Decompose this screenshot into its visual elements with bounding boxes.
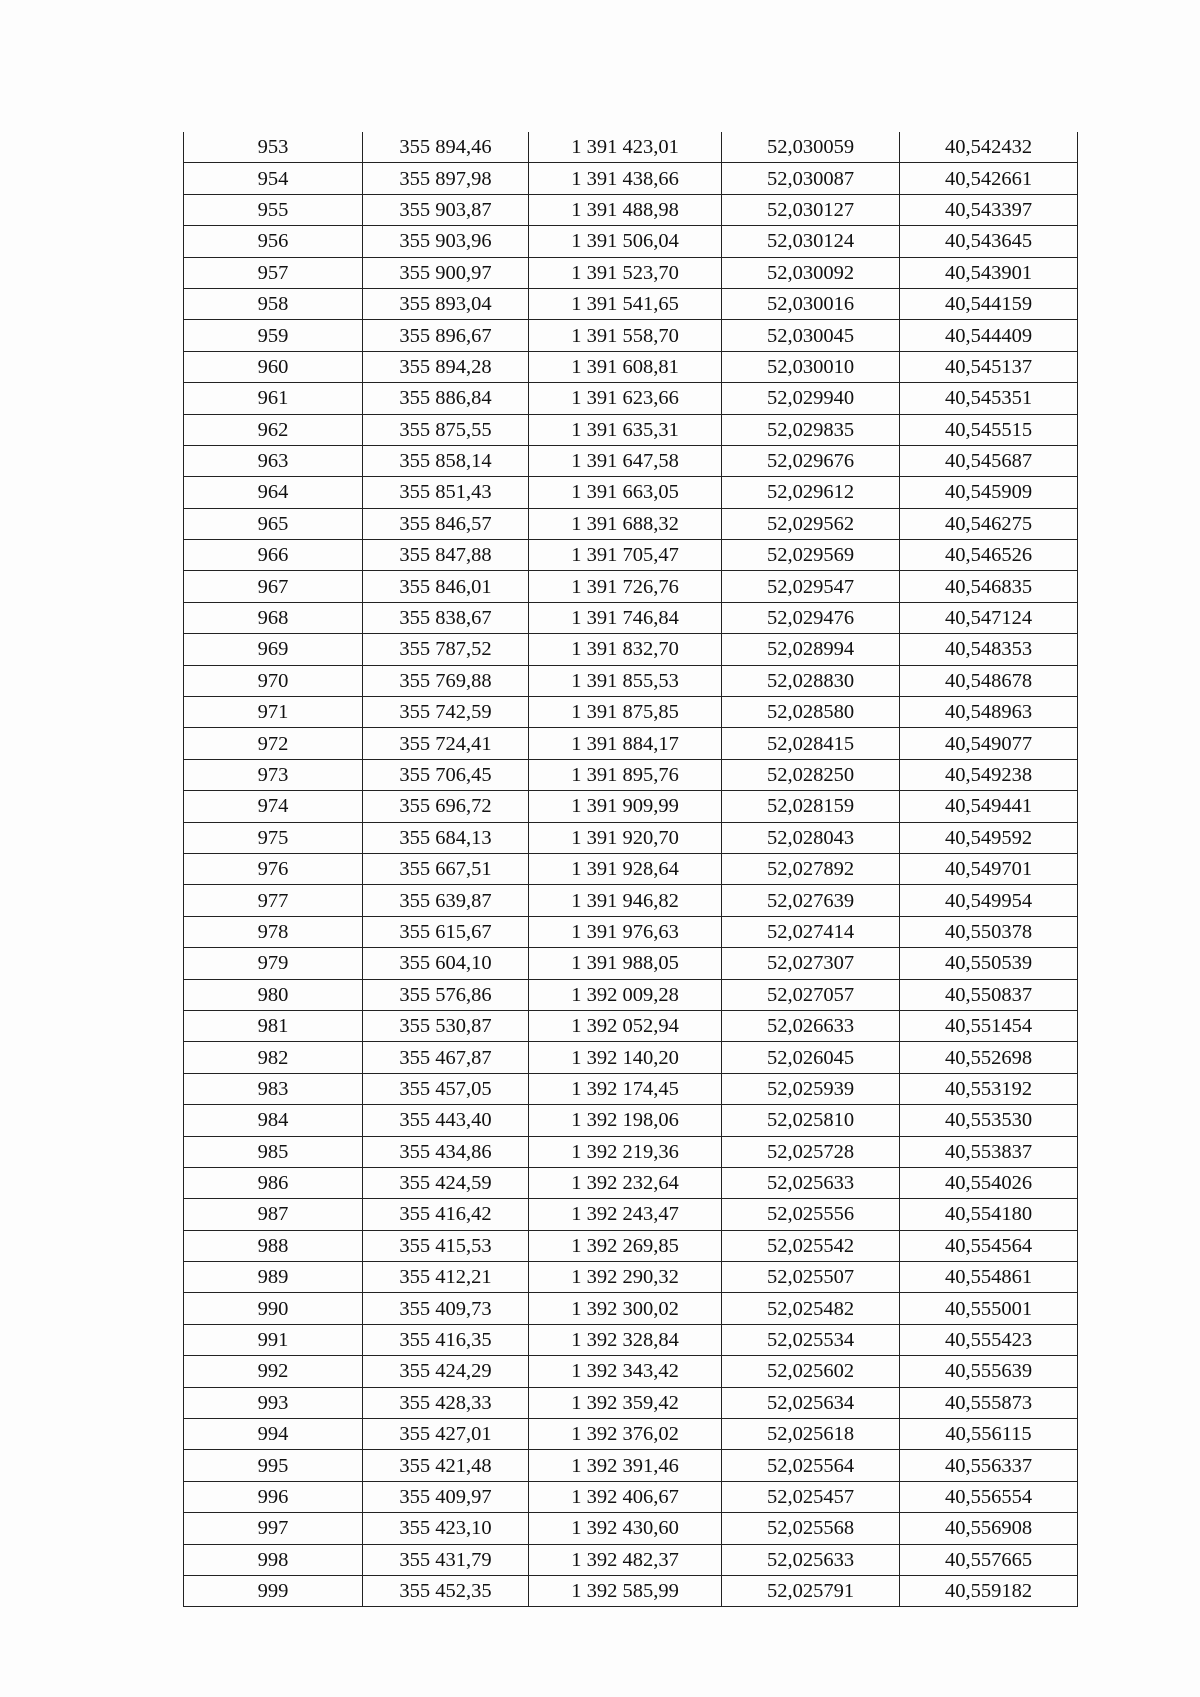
point-number-cell: 961 — [184, 383, 363, 414]
longitude-cell: 40,543645 — [900, 226, 1078, 257]
point-number-cell: 956 — [184, 226, 363, 257]
latitude-cell: 52,030087 — [722, 163, 900, 194]
longitude-cell: 40,553837 — [900, 1136, 1078, 1167]
x-coordinate-cell: 355 893,04 — [363, 288, 529, 319]
y-coordinate-cell: 1 391 746,84 — [529, 602, 722, 633]
latitude-cell: 52,025457 — [722, 1481, 900, 1512]
point-number-cell: 981 — [184, 1010, 363, 1041]
x-coordinate-cell: 355 530,87 — [363, 1010, 529, 1041]
y-coordinate-cell: 1 392 232,64 — [529, 1167, 722, 1198]
longitude-cell: 40,554861 — [900, 1262, 1078, 1293]
point-number-cell: 973 — [184, 759, 363, 790]
latitude-cell: 52,029940 — [722, 383, 900, 414]
latitude-cell: 52,025939 — [722, 1073, 900, 1104]
x-coordinate-cell: 355 423,10 — [363, 1513, 529, 1544]
longitude-cell: 40,555639 — [900, 1356, 1078, 1387]
longitude-cell: 40,549592 — [900, 822, 1078, 853]
table-row — [184, 885, 1078, 916]
longitude-cell: 40,545909 — [900, 477, 1078, 508]
longitude-cell: 40,549441 — [900, 791, 1078, 822]
x-coordinate-cell: 355 431,79 — [363, 1544, 529, 1575]
y-coordinate-cell: 1 391 946,82 — [529, 885, 722, 916]
y-coordinate-cell: 1 392 328,84 — [529, 1324, 722, 1355]
point-number-cell: 994 — [184, 1419, 363, 1450]
table-row — [184, 1450, 1078, 1481]
x-coordinate-cell: 355 452,35 — [363, 1575, 529, 1606]
x-coordinate-cell: 355 409,97 — [363, 1481, 529, 1512]
y-coordinate-cell: 1 392 343,42 — [529, 1356, 722, 1387]
x-coordinate-cell: 355 696,72 — [363, 791, 529, 822]
point-number-cell: 967 — [184, 571, 363, 602]
x-coordinate-cell: 355 415,53 — [363, 1230, 529, 1261]
latitude-cell: 52,028250 — [722, 759, 900, 790]
point-number-cell: 971 — [184, 697, 363, 728]
table-row — [184, 257, 1078, 288]
longitude-cell: 40,554564 — [900, 1230, 1078, 1261]
point-number-cell: 953 — [184, 132, 363, 163]
table-row — [184, 163, 1078, 194]
point-number-cell: 979 — [184, 948, 363, 979]
point-number-cell: 970 — [184, 665, 363, 696]
y-coordinate-cell: 1 392 140,20 — [529, 1042, 722, 1073]
table-row — [184, 1105, 1078, 1136]
x-coordinate-cell: 355 434,86 — [363, 1136, 529, 1167]
y-coordinate-cell: 1 392 300,02 — [529, 1293, 722, 1324]
longitude-cell: 40,556337 — [900, 1450, 1078, 1481]
longitude-cell: 40,552698 — [900, 1042, 1078, 1073]
table-row — [184, 665, 1078, 696]
latitude-cell: 52,030124 — [722, 226, 900, 257]
x-coordinate-cell: 355 897,98 — [363, 163, 529, 194]
table-row — [184, 1073, 1078, 1104]
longitude-cell: 40,546835 — [900, 571, 1078, 602]
longitude-cell: 40,553192 — [900, 1073, 1078, 1104]
longitude-cell: 40,543901 — [900, 257, 1078, 288]
table-row — [184, 226, 1078, 257]
x-coordinate-cell: 355 851,43 — [363, 477, 529, 508]
longitude-cell: 40,542661 — [900, 163, 1078, 194]
latitude-cell: 52,025568 — [722, 1513, 900, 1544]
latitude-cell: 52,029547 — [722, 571, 900, 602]
table-row — [184, 288, 1078, 319]
y-coordinate-cell: 1 392 391,46 — [529, 1450, 722, 1481]
table-row — [184, 1544, 1078, 1575]
table-row — [184, 571, 1078, 602]
latitude-cell: 52,025602 — [722, 1356, 900, 1387]
y-coordinate-cell: 1 392 359,42 — [529, 1387, 722, 1418]
longitude-cell: 40,545515 — [900, 414, 1078, 445]
y-coordinate-cell: 1 392 482,37 — [529, 1544, 722, 1575]
table-row — [184, 1575, 1078, 1606]
table-row — [184, 1293, 1078, 1324]
y-coordinate-cell: 1 392 376,02 — [529, 1419, 722, 1450]
latitude-cell: 52,025633 — [722, 1544, 900, 1575]
x-coordinate-cell: 355 424,59 — [363, 1167, 529, 1198]
x-coordinate-cell: 355 412,21 — [363, 1262, 529, 1293]
y-coordinate-cell: 1 391 875,85 — [529, 697, 722, 728]
y-coordinate-cell: 1 391 688,32 — [529, 508, 722, 539]
longitude-cell: 40,544159 — [900, 288, 1078, 319]
table-row — [184, 1262, 1078, 1293]
latitude-cell: 52,028580 — [722, 697, 900, 728]
latitude-cell: 52,030127 — [722, 194, 900, 225]
x-coordinate-cell: 355 894,46 — [363, 132, 529, 163]
table-row — [184, 822, 1078, 853]
x-coordinate-cell: 355 428,33 — [363, 1387, 529, 1418]
longitude-cell: 40,546526 — [900, 540, 1078, 571]
longitude-cell: 40,546275 — [900, 508, 1078, 539]
x-coordinate-cell: 355 846,01 — [363, 571, 529, 602]
longitude-cell: 40,545137 — [900, 351, 1078, 382]
y-coordinate-cell: 1 391 909,99 — [529, 791, 722, 822]
y-coordinate-cell: 1 392 174,45 — [529, 1073, 722, 1104]
longitude-cell: 40,556908 — [900, 1513, 1078, 1544]
point-number-cell: 977 — [184, 885, 363, 916]
x-coordinate-cell: 355 684,13 — [363, 822, 529, 853]
y-coordinate-cell: 1 391 623,66 — [529, 383, 722, 414]
latitude-cell: 52,029612 — [722, 477, 900, 508]
point-number-cell: 983 — [184, 1073, 363, 1104]
table-row — [184, 540, 1078, 571]
x-coordinate-cell: 355 421,48 — [363, 1450, 529, 1481]
table-row — [184, 1481, 1078, 1512]
x-coordinate-cell: 355 416,35 — [363, 1324, 529, 1355]
longitude-cell: 40,548353 — [900, 634, 1078, 665]
latitude-cell: 52,028159 — [722, 791, 900, 822]
x-coordinate-cell: 355 903,96 — [363, 226, 529, 257]
table-row — [184, 853, 1078, 884]
table-row — [184, 1419, 1078, 1450]
y-coordinate-cell: 1 392 243,47 — [529, 1199, 722, 1230]
latitude-cell: 52,027057 — [722, 979, 900, 1010]
point-number-cell: 969 — [184, 634, 363, 665]
latitude-cell: 52,025534 — [722, 1324, 900, 1355]
y-coordinate-cell: 1 391 920,70 — [529, 822, 722, 853]
point-number-cell: 985 — [184, 1136, 363, 1167]
y-coordinate-cell: 1 392 290,32 — [529, 1262, 722, 1293]
point-number-cell: 966 — [184, 540, 363, 571]
latitude-cell: 52,028415 — [722, 728, 900, 759]
longitude-cell: 40,542432 — [900, 132, 1078, 163]
latitude-cell: 52,028043 — [722, 822, 900, 853]
point-number-cell: 963 — [184, 445, 363, 476]
table-row — [184, 194, 1078, 225]
y-coordinate-cell: 1 391 523,70 — [529, 257, 722, 288]
latitude-cell: 52,025542 — [722, 1230, 900, 1261]
y-coordinate-cell: 1 391 488,98 — [529, 194, 722, 225]
y-coordinate-cell: 1 391 928,64 — [529, 853, 722, 884]
x-coordinate-cell: 355 667,51 — [363, 853, 529, 884]
table-row — [184, 948, 1078, 979]
x-coordinate-cell: 355 457,05 — [363, 1073, 529, 1104]
y-coordinate-cell: 1 391 438,66 — [529, 163, 722, 194]
y-coordinate-cell: 1 391 663,05 — [529, 477, 722, 508]
latitude-cell: 52,027414 — [722, 916, 900, 947]
coordinates-table — [183, 132, 1078, 1607]
x-coordinate-cell: 355 604,10 — [363, 948, 529, 979]
x-coordinate-cell: 355 900,97 — [363, 257, 529, 288]
y-coordinate-cell: 1 391 976,63 — [529, 916, 722, 947]
latitude-cell: 52,025634 — [722, 1387, 900, 1418]
latitude-cell: 52,029569 — [722, 540, 900, 571]
point-number-cell: 960 — [184, 351, 363, 382]
y-coordinate-cell: 1 391 988,05 — [529, 948, 722, 979]
point-number-cell: 954 — [184, 163, 363, 194]
point-number-cell: 965 — [184, 508, 363, 539]
table-row — [184, 979, 1078, 1010]
point-number-cell: 959 — [184, 320, 363, 351]
longitude-cell: 40,559182 — [900, 1575, 1078, 1606]
x-coordinate-cell: 355 886,84 — [363, 383, 529, 414]
table-row — [184, 351, 1078, 382]
longitude-cell: 40,543397 — [900, 194, 1078, 225]
longitude-cell: 40,556554 — [900, 1481, 1078, 1512]
latitude-cell: 52,029676 — [722, 445, 900, 476]
table-row — [184, 602, 1078, 633]
y-coordinate-cell: 1 391 855,53 — [529, 665, 722, 696]
latitude-cell: 52,030010 — [722, 351, 900, 382]
point-number-cell: 995 — [184, 1450, 363, 1481]
longitude-cell: 40,549701 — [900, 853, 1078, 884]
point-number-cell: 957 — [184, 257, 363, 288]
latitude-cell: 52,030016 — [722, 288, 900, 319]
y-coordinate-cell: 1 391 558,70 — [529, 320, 722, 351]
x-coordinate-cell: 355 894,28 — [363, 351, 529, 382]
point-number-cell: 974 — [184, 791, 363, 822]
point-number-cell: 986 — [184, 1167, 363, 1198]
point-number-cell: 984 — [184, 1105, 363, 1136]
x-coordinate-cell: 355 847,88 — [363, 540, 529, 571]
point-number-cell: 998 — [184, 1544, 363, 1575]
latitude-cell: 52,026633 — [722, 1010, 900, 1041]
latitude-cell: 52,025564 — [722, 1450, 900, 1481]
longitude-cell: 40,550378 — [900, 916, 1078, 947]
x-coordinate-cell: 355 858,14 — [363, 445, 529, 476]
longitude-cell: 40,557665 — [900, 1544, 1078, 1575]
y-coordinate-cell: 1 391 726,76 — [529, 571, 722, 602]
x-coordinate-cell: 355 639,87 — [363, 885, 529, 916]
point-number-cell: 999 — [184, 1575, 363, 1606]
x-coordinate-cell: 355 846,57 — [363, 508, 529, 539]
y-coordinate-cell: 1 391 884,17 — [529, 728, 722, 759]
x-coordinate-cell: 355 903,87 — [363, 194, 529, 225]
longitude-cell: 40,549238 — [900, 759, 1078, 790]
point-number-cell: 978 — [184, 916, 363, 947]
latitude-cell: 52,025482 — [722, 1293, 900, 1324]
x-coordinate-cell: 355 769,88 — [363, 665, 529, 696]
table-row — [184, 414, 1078, 445]
y-coordinate-cell: 1 392 585,99 — [529, 1575, 722, 1606]
latitude-cell: 52,026045 — [722, 1042, 900, 1073]
table-row — [184, 1042, 1078, 1073]
table-row — [184, 445, 1078, 476]
y-coordinate-cell: 1 391 541,65 — [529, 288, 722, 319]
point-number-cell: 964 — [184, 477, 363, 508]
longitude-cell: 40,555873 — [900, 1387, 1078, 1418]
table-row — [184, 1199, 1078, 1230]
table-row — [184, 1230, 1078, 1261]
point-number-cell: 976 — [184, 853, 363, 884]
y-coordinate-cell: 1 392 219,36 — [529, 1136, 722, 1167]
x-coordinate-cell: 355 875,55 — [363, 414, 529, 445]
point-number-cell: 988 — [184, 1230, 363, 1261]
table-row — [184, 791, 1078, 822]
table-row — [184, 132, 1078, 163]
x-coordinate-cell: 355 424,29 — [363, 1356, 529, 1387]
longitude-cell: 40,554180 — [900, 1199, 1078, 1230]
table-row — [184, 1324, 1078, 1355]
longitude-cell: 40,545687 — [900, 445, 1078, 476]
longitude-cell: 40,553530 — [900, 1105, 1078, 1136]
x-coordinate-cell: 355 427,01 — [363, 1419, 529, 1450]
x-coordinate-cell: 355 724,41 — [363, 728, 529, 759]
point-number-cell: 962 — [184, 414, 363, 445]
latitude-cell: 52,029562 — [722, 508, 900, 539]
point-number-cell: 968 — [184, 602, 363, 633]
table-row — [184, 320, 1078, 351]
x-coordinate-cell: 355 706,45 — [363, 759, 529, 790]
x-coordinate-cell: 355 416,42 — [363, 1199, 529, 1230]
latitude-cell: 52,027639 — [722, 885, 900, 916]
y-coordinate-cell: 1 391 608,81 — [529, 351, 722, 382]
table-row — [184, 759, 1078, 790]
longitude-cell: 40,551454 — [900, 1010, 1078, 1041]
table-row — [184, 916, 1078, 947]
x-coordinate-cell: 355 896,67 — [363, 320, 529, 351]
longitude-cell: 40,554026 — [900, 1167, 1078, 1198]
point-number-cell: 997 — [184, 1513, 363, 1544]
point-number-cell: 987 — [184, 1199, 363, 1230]
point-number-cell: 990 — [184, 1293, 363, 1324]
latitude-cell: 52,025791 — [722, 1575, 900, 1606]
longitude-cell: 40,544409 — [900, 320, 1078, 351]
table-row — [184, 1387, 1078, 1418]
x-coordinate-cell: 355 838,67 — [363, 602, 529, 633]
x-coordinate-cell: 355 787,52 — [363, 634, 529, 665]
y-coordinate-cell: 1 391 423,01 — [529, 132, 722, 163]
table-row — [184, 1356, 1078, 1387]
latitude-cell: 52,025507 — [722, 1262, 900, 1293]
latitude-cell: 52,025728 — [722, 1136, 900, 1167]
y-coordinate-cell: 1 391 506,04 — [529, 226, 722, 257]
x-coordinate-cell: 355 576,86 — [363, 979, 529, 1010]
point-number-cell: 982 — [184, 1042, 363, 1073]
x-coordinate-cell: 355 615,67 — [363, 916, 529, 947]
longitude-cell: 40,556115 — [900, 1419, 1078, 1450]
longitude-cell: 40,548963 — [900, 697, 1078, 728]
y-coordinate-cell: 1 391 705,47 — [529, 540, 722, 571]
point-number-cell: 991 — [184, 1324, 363, 1355]
point-number-cell: 975 — [184, 822, 363, 853]
table-row — [184, 1010, 1078, 1041]
longitude-cell: 40,549077 — [900, 728, 1078, 759]
y-coordinate-cell: 1 391 647,58 — [529, 445, 722, 476]
x-coordinate-cell: 355 409,73 — [363, 1293, 529, 1324]
y-coordinate-cell: 1 392 198,06 — [529, 1105, 722, 1136]
point-number-cell: 992 — [184, 1356, 363, 1387]
latitude-cell: 52,030059 — [722, 132, 900, 163]
longitude-cell: 40,550837 — [900, 979, 1078, 1010]
table-row — [184, 1513, 1078, 1544]
table-row — [184, 477, 1078, 508]
latitude-cell: 52,028994 — [722, 634, 900, 665]
table-row — [184, 634, 1078, 665]
longitude-cell: 40,548678 — [900, 665, 1078, 696]
table-row — [184, 1167, 1078, 1198]
longitude-cell: 40,547124 — [900, 602, 1078, 633]
longitude-cell: 40,549954 — [900, 885, 1078, 916]
longitude-cell: 40,555001 — [900, 1293, 1078, 1324]
y-coordinate-cell: 1 392 052,94 — [529, 1010, 722, 1041]
x-coordinate-cell: 355 742,59 — [363, 697, 529, 728]
longitude-cell: 40,545351 — [900, 383, 1078, 414]
coordinates-table-body — [184, 132, 1078, 1607]
latitude-cell: 52,025618 — [722, 1419, 900, 1450]
latitude-cell: 52,025633 — [722, 1167, 900, 1198]
point-number-cell: 993 — [184, 1387, 363, 1418]
latitude-cell: 52,025810 — [722, 1105, 900, 1136]
longitude-cell: 40,555423 — [900, 1324, 1078, 1355]
table-row — [184, 383, 1078, 414]
y-coordinate-cell: 1 392 406,67 — [529, 1481, 722, 1512]
y-coordinate-cell: 1 392 430,60 — [529, 1513, 722, 1544]
point-number-cell: 972 — [184, 728, 363, 759]
y-coordinate-cell: 1 392 009,28 — [529, 979, 722, 1010]
latitude-cell: 52,029835 — [722, 414, 900, 445]
x-coordinate-cell: 355 443,40 — [363, 1105, 529, 1136]
table-row — [184, 728, 1078, 759]
point-number-cell: 958 — [184, 288, 363, 319]
latitude-cell: 52,029476 — [722, 602, 900, 633]
latitude-cell: 52,030092 — [722, 257, 900, 288]
latitude-cell: 52,028830 — [722, 665, 900, 696]
longitude-cell: 40,550539 — [900, 948, 1078, 979]
point-number-cell: 996 — [184, 1481, 363, 1512]
table-row — [184, 1136, 1078, 1167]
latitude-cell: 52,025556 — [722, 1199, 900, 1230]
x-coordinate-cell: 355 467,87 — [363, 1042, 529, 1073]
latitude-cell: 52,027307 — [722, 948, 900, 979]
point-number-cell: 989 — [184, 1262, 363, 1293]
latitude-cell: 52,027892 — [722, 853, 900, 884]
y-coordinate-cell: 1 391 895,76 — [529, 759, 722, 790]
y-coordinate-cell: 1 391 832,70 — [529, 634, 722, 665]
latitude-cell: 52,030045 — [722, 320, 900, 351]
y-coordinate-cell: 1 391 635,31 — [529, 414, 722, 445]
table-row — [184, 508, 1078, 539]
y-coordinate-cell: 1 392 269,85 — [529, 1230, 722, 1261]
point-number-cell: 955 — [184, 194, 363, 225]
table-row — [184, 697, 1078, 728]
point-number-cell: 980 — [184, 979, 363, 1010]
